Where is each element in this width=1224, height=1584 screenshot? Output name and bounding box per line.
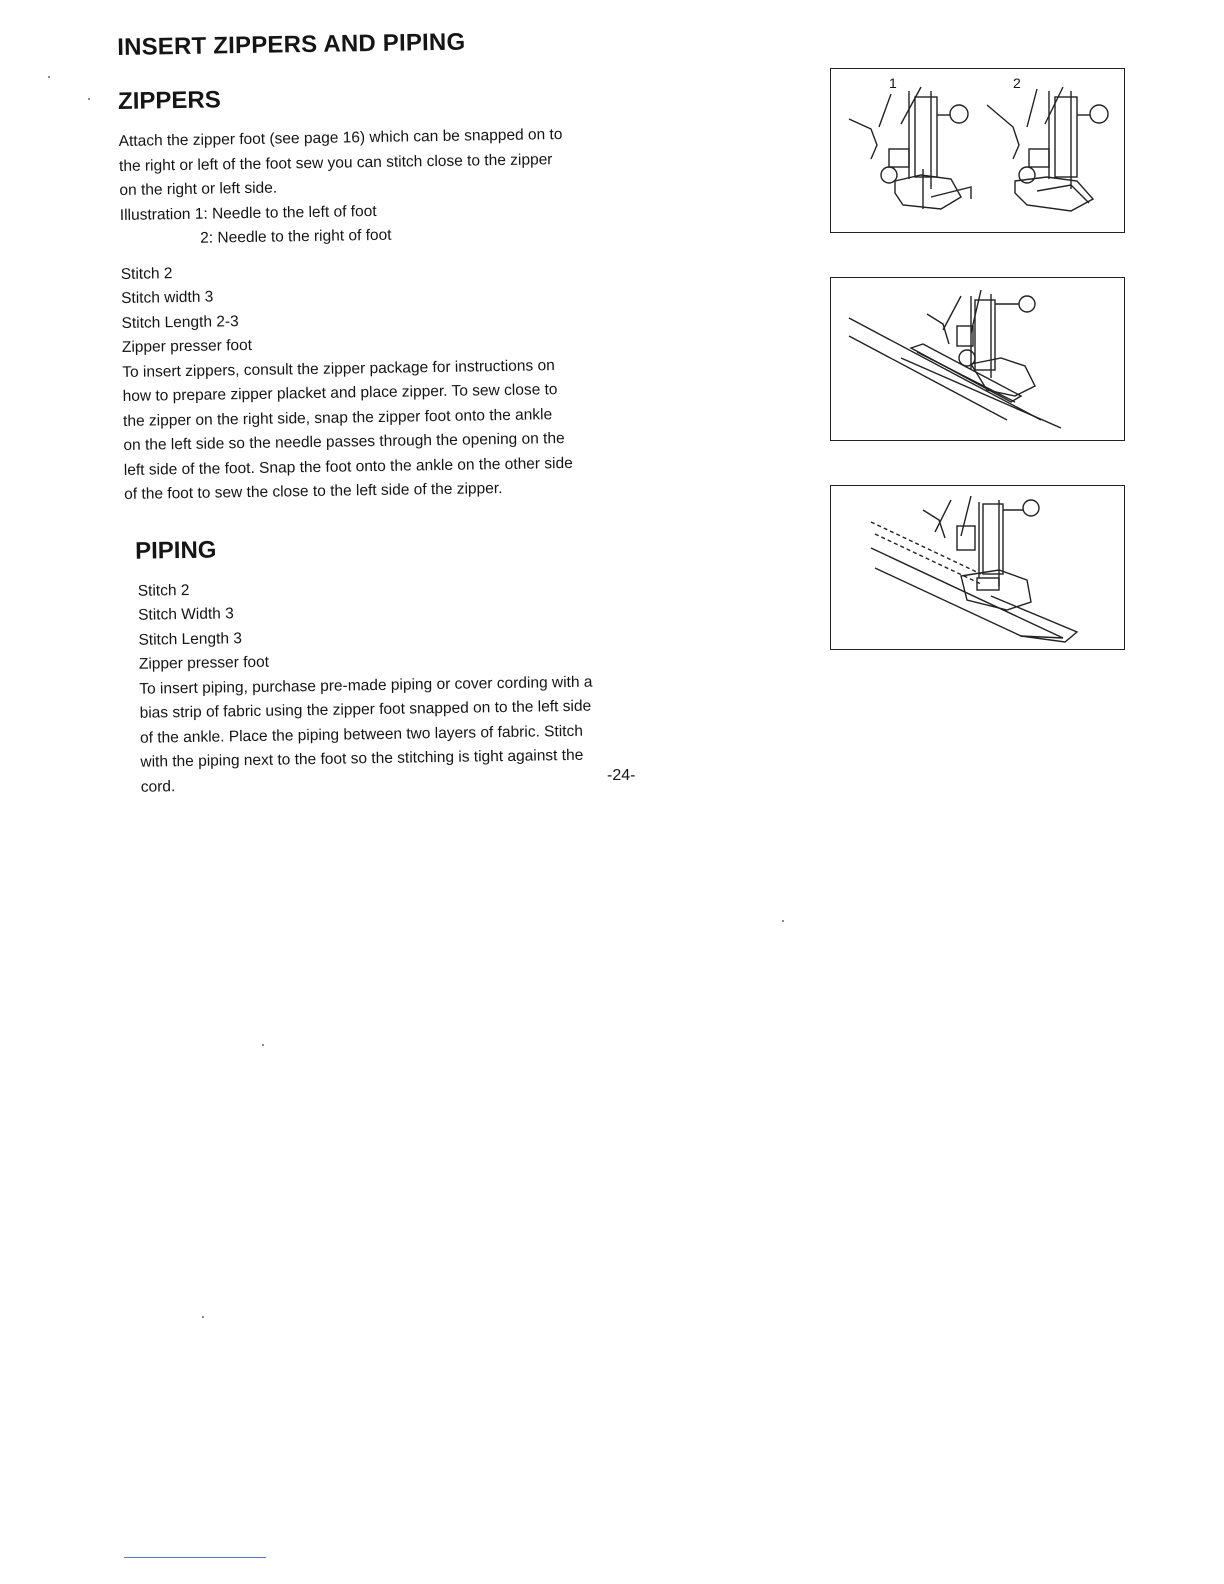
- zippers-heading: ZIPPERS: [117, 86, 221, 115]
- zippers-intro-line: Attach the zipper foot (see page 16) which can be snapped on to: [118, 126, 563, 150]
- scan-speck: [262, 1044, 264, 1046]
- illustration-1-caption: Illustration 1: Needle to the left of foot: [119, 202, 377, 224]
- figure-label-1: 1: [889, 75, 897, 91]
- piping-spec-length: Stitch Length 3: [138, 629, 243, 649]
- zippers-spec-width: Stitch width 3: [121, 288, 214, 307]
- zippers-instruction-line: left side of the foot. Snap the foot onto the ankle on the other side: [123, 454, 573, 479]
- scan-speck: [782, 920, 784, 922]
- page-number: -24-: [607, 767, 636, 784]
- zippers-intro-line: on the right or left side.: [119, 179, 278, 199]
- sewing-zipper-illustration: [830, 277, 1125, 441]
- zipper-foot-drawing: [831, 69, 1124, 232]
- piping-sewing-drawing: [831, 486, 1124, 649]
- zippers-spec-length: Stitch Length 2-3: [121, 312, 239, 332]
- piping-heading: PIPING: [134, 536, 217, 565]
- piping-spec-width: Stitch Width 3: [137, 605, 234, 624]
- scan-edge-line: [124, 1557, 266, 1558]
- piping-spec-foot: Zipper presser foot: [138, 653, 270, 673]
- zippers-instruction-line: on the left side so the needle passes through the opening on the: [123, 430, 565, 454]
- piping-instruction-line: bias strip of fabric using the zipper foot snapped on to the left side: [139, 697, 592, 722]
- zippers-spec-foot: Zipper presser foot: [121, 336, 253, 356]
- scan-speck: [48, 76, 50, 78]
- figure-label-2: 2: [1013, 75, 1021, 91]
- zippers-specs: [121, 254, 662, 360]
- zipper-foot-positions-illustration: [830, 68, 1125, 233]
- sewing-piping-illustration: [830, 485, 1125, 650]
- zippers-instruction-line: of the foot to sew the close to the left side of the zipper.: [124, 480, 503, 503]
- zippers-instruction-line: the zipper on the right side, snap the zipper foot onto the ankle: [122, 405, 553, 430]
- illustration-2-caption: 2: Needle to the right of foot: [200, 226, 392, 247]
- zippers-intro-line: the right or left of the foot sew you can stitch close to the zipper: [118, 150, 553, 175]
- text-column: [117, 26, 669, 800]
- piping-spec-stitch: Stitch 2: [137, 581, 190, 600]
- piping-instruction-line: with the piping next to the foot so the stitching is tight against the: [140, 746, 584, 771]
- scan-speck: [88, 98, 90, 100]
- piping-instruction-line: cord.: [140, 777, 176, 796]
- piping-instruction-line: of the ankle. Place the piping between two layers of fabric. Stitch: [139, 722, 584, 747]
- zippers-instruction-line: how to prepare zipper placket and place zipper. To sew close to: [122, 381, 558, 405]
- piping-body: [138, 571, 669, 800]
- zipper-sewing-drawing: [831, 278, 1124, 440]
- piping-instruction-line: To insert piping, purchase pre-made piping or cover cording with a: [139, 673, 593, 698]
- zippers-spec-stitch: Stitch 2: [120, 264, 173, 283]
- page-title: INSERT ZIPPERS AND PIPING: [117, 28, 466, 61]
- scan-speck: [202, 1316, 204, 1318]
- zippers-instruction-line: To insert zippers, consult the zipper package for instructions on: [122, 356, 555, 381]
